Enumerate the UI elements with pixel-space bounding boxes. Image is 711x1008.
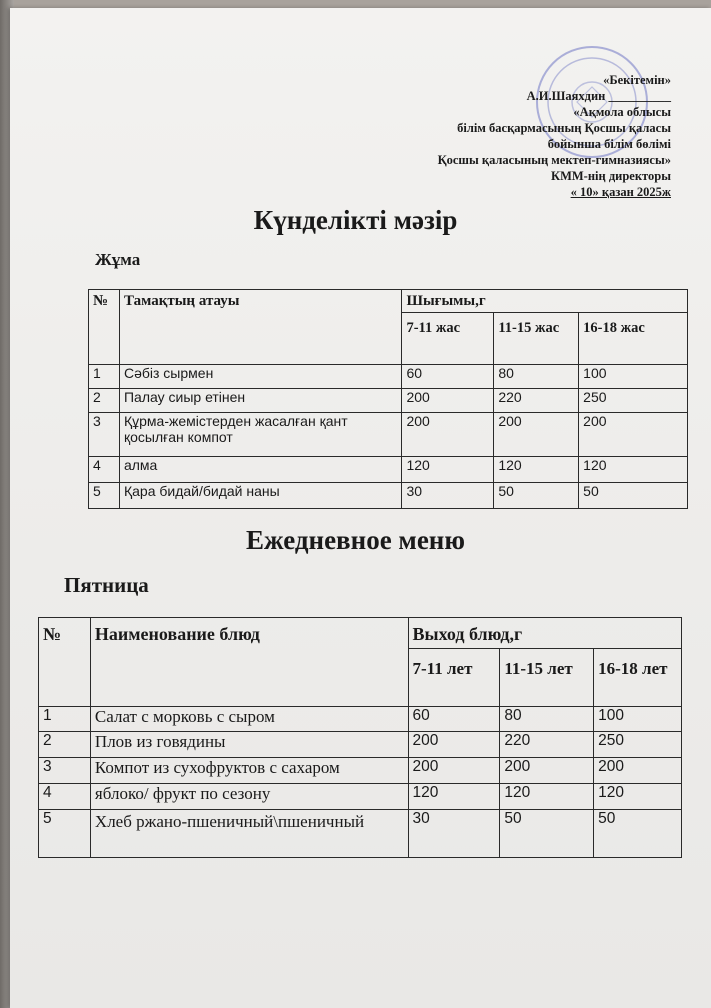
approval-line: бойынша білім бөлімі — [547, 137, 671, 151]
table-header-row — [89, 290, 688, 313]
row-value: 80 — [500, 707, 594, 732]
row-value: 120 — [594, 784, 682, 810]
ru-day: Пятница — [64, 573, 149, 597]
header-age: 7-11 лет — [408, 649, 500, 707]
table-row — [39, 810, 682, 858]
row-name: Плов из говядины — [90, 732, 408, 758]
table-row — [39, 784, 682, 810]
table-header-row — [39, 618, 682, 649]
approval-line: «Бекітемін» — [603, 73, 671, 87]
header-age: 11-15 лет — [500, 649, 594, 707]
row-value: 50 — [500, 810, 594, 858]
table-row — [89, 457, 688, 483]
row-value: 60 — [408, 707, 500, 732]
row-name: алма — [119, 457, 402, 483]
row-value: 220 — [494, 389, 579, 413]
row-name: Сәбіз сырмен — [119, 365, 402, 389]
row-value: 80 — [494, 365, 579, 389]
row-name: Хлеб ржано-пшеничный\пшеничный — [90, 810, 408, 858]
row-value: 100 — [594, 707, 682, 732]
row-value: 50 — [594, 810, 682, 858]
row-value: 120 — [408, 784, 500, 810]
row-value: 200 — [402, 413, 494, 457]
row-num: 2 — [89, 389, 120, 413]
row-num: 3 — [89, 413, 120, 457]
row-name: Компот из сухофруктов с сахаром — [90, 758, 408, 784]
header-yield: Шығымы,г — [402, 290, 688, 313]
row-value: 120 — [494, 457, 579, 483]
row-value: 120 — [500, 784, 594, 810]
table-row — [39, 732, 682, 758]
row-value: 50 — [494, 483, 579, 509]
kz-title: Күнделікті мәзір — [253, 205, 458, 235]
table-row — [89, 365, 688, 389]
row-name: Қара бидай/бидай наны — [119, 483, 402, 509]
approval-date: « 10» қазан 2025ж — [570, 185, 671, 199]
row-value: 50 — [579, 483, 688, 509]
row-value: 100 — [579, 365, 688, 389]
approval-line: Қосшы қаласының мектеп-гимназиясы» — [437, 153, 671, 167]
approval-line: білім басқармасының Қосшы қаласы — [457, 121, 671, 135]
row-value: 120 — [579, 457, 688, 483]
table-row — [89, 389, 688, 413]
header-name: Тамақтың атауы — [119, 290, 402, 365]
row-value: 200 — [408, 732, 500, 758]
approval-block — [311, 72, 671, 200]
row-value: 200 — [500, 758, 594, 784]
header-age: 11-15 жас — [494, 313, 579, 365]
row-value: 200 — [494, 413, 579, 457]
header-name: Наименование блюд — [90, 618, 408, 707]
row-num: 3 — [39, 758, 91, 784]
header-num: № — [89, 290, 120, 365]
row-value: 200 — [579, 413, 688, 457]
row-name: Палау сиыр етінен — [119, 389, 402, 413]
row-num: 5 — [39, 810, 91, 858]
table-row — [89, 413, 688, 457]
header-age: 16-18 лет — [594, 649, 682, 707]
row-num: 1 — [39, 707, 91, 732]
kz-menu-table — [88, 289, 688, 509]
approval-line: «Ақмола облысы — [573, 105, 671, 119]
header-age: 7-11 жас — [402, 313, 494, 365]
row-value: 60 — [402, 365, 494, 389]
header-num: № — [39, 618, 91, 707]
approval-line: КММ-нің директоры — [551, 169, 671, 183]
ru-menu-table — [38, 617, 682, 858]
row-value: 30 — [402, 483, 494, 509]
kz-day: Жұма — [95, 250, 141, 269]
table-row — [89, 483, 688, 509]
row-value: 120 — [402, 457, 494, 483]
table-row — [39, 707, 682, 732]
row-value: 250 — [594, 732, 682, 758]
row-value: 200 — [402, 389, 494, 413]
row-value: 220 — [500, 732, 594, 758]
row-num: 4 — [39, 784, 91, 810]
row-name: яблоко/ фрукт по сезону — [90, 784, 408, 810]
row-num: 2 — [39, 732, 91, 758]
row-name: Құрма-жемістерден жасалған қант қосылған компот — [119, 413, 402, 457]
row-value: 200 — [594, 758, 682, 784]
row-num: 5 — [89, 483, 120, 509]
row-num: 4 — [89, 457, 120, 483]
row-value: 30 — [408, 810, 500, 858]
row-name: Салат с морковь с сыром — [90, 707, 408, 732]
row-value: 200 — [408, 758, 500, 784]
header-yield: Выход блюд,г — [408, 618, 681, 649]
header-age: 16-18 жас — [579, 313, 688, 365]
row-value: 250 — [579, 389, 688, 413]
approval-line: А.И.Шаяхдин __________ — [526, 89, 671, 103]
ru-title: Ежедневное меню — [246, 525, 465, 555]
row-num: 1 — [89, 365, 120, 389]
table-row — [39, 758, 682, 784]
